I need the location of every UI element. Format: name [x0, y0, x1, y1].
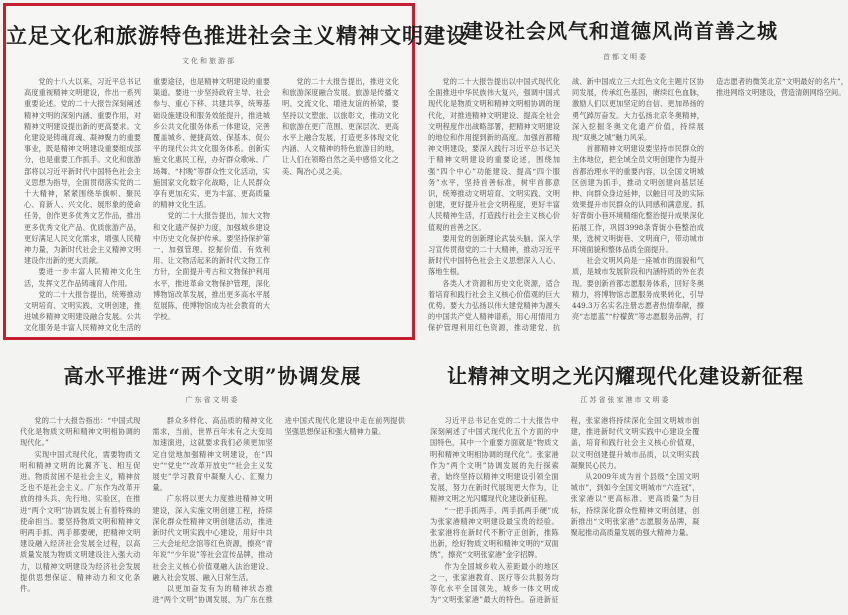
article-body: [20, 415, 405, 615]
article-title: 让精神文明之光闪耀现代化建设新征程: [447, 364, 804, 388]
article-title: 建设社会风气和道德风尚首善之城: [463, 19, 778, 43]
paragraph: 党的二十大报告提出以中国式现代化全面推进中华民族伟大复兴，强调中国式现代化是物质文明和精神文明相协调的现代化，对推进精神文明建设、提高全社会文明程度作出战略部署，把精神文明建设的地位和作用提到新的高度。加强首都精神文明建设，要深入践行习近平总书记关于精神文明建设的重要论述，围绕加强“四个中心”功能建设、提高“四个服务”水平，坚持首善标准，树牢首都意识，统筹推动文明培育、文明实践、文明创建，更好提升社会文明程度，更好丰富人民精神生活，打造践行社会主义核心价值观的首善之区。: [428, 77, 560, 232]
article-body: [24, 76, 399, 334]
paragraph: 群众多样化、高品质的精神文化需求，当前，世界百年未有之大变局加速演进，这就要求我们必须更加坚定自觉地加强精神文明建设，在“四史”“党史”“改革开放史”“社会主义发展史”学习教育中凝聚人心、汇聚力量。: [152, 416, 273, 493]
paragraph: 实现中国式现代化，需要物质文明和精神文明的比翼齐飞、相互促进。物质贫困不是社会主义，精神贫乏也不是社会主义。广东作为改革开放的排头兵、先行地、实验区，在推进“两个文明”协调发展上有着特殊的使命担当。要坚持物质文明和精神文明两手抓、两手都要硬，把精神文明建设融入经济社会发展全过程，以高质量发展为物质文明建设注入强大动力，以精神文明建设为经济社会发展提供思想保证、精神动力和文化条件。: [20, 449, 141, 594]
article-body: [430, 415, 840, 615]
paragraph: 党的二十大报告指出：“中国式现代化是物质文明和精神文明相协调的现代化。”: [20, 416, 141, 448]
paragraph: 社会文明风尚是一座城市的面貌和气质，是城市发展阶段和内涵特质的外在表现。要创新首都志愿服务体系，回好冬奥精力，将博物馆志愿服务成果转化，引导449.3万名实名注册志愿者热情奉献，擦亮“志愿蓝”“柠檬黄”等志愿服务品牌，打造志愿者的微笑北京“文明最好的名片”，推进网络文明建设，营造清朗网络空间。: [572, 77, 848, 322]
paragraph: “一把手抓两手、两手抓两手硬”成为张家港精神文明建设最宝贵的经验。张家港将在新时代不断守正创新，推陈出新，绘好物质文明和精神文明的“双面绣”，擦亮“文明张家港”金字招牌。: [430, 505, 559, 560]
paragraph: 要用党的创新理论武装头脑。深入学习宣传贯彻党的二十大精神，推动习近平新时代中国特色社会主义思想深入人心、落地生根。: [428, 233, 560, 277]
paragraph: 党的二十大报告提出，推进文化和旅游深度融合发展。旅游是传播文明、交流文化、增进友谊的桥梁，要坚持以文塑旅、以旅彰文，推动文化和旅游在更广范围、更深层次、更高水平上融合发展，打造更多体现文化内涵、人文精神的特色旅游目的地，让人们在领略自然之美中感悟文化之美、陶冶心灵之美。: [282, 77, 399, 176]
article-zhangjiagang: [420, 345, 831, 613]
paragraph: 以更加奋发有为的精神状态推进“两个文明”协调发展，为广东在推进中国式现代化建设中走在前列提供坚强思想保证和强大精神力量。: [152, 416, 405, 605]
article-body: [428, 76, 848, 338]
paragraph: 习近平总书记在党的二十大报告中深刻阐述了中国式现代化五个方面的中国特色，其中一个重要方面就是“物质文明和精神文明相协调的现代化”。张家港作为“两个文明”协调发展的先行探索者，始终坚持以精神文明建设引领全面发展，努力在新时代展现更大作为，让精神文明之光闪耀现代化建设新征程。: [430, 416, 559, 504]
article-capital-civilization: [420, 0, 848, 340]
article-byline: 江苏省张家港市文明委: [580, 396, 671, 404]
paragraph: 广东将以更大力度推进精神文明建设，深入实施文明创建工程，持续深化群众性精神文明创建活动，推进新时代文明实践中心建设，用好中共三大会址纪念馆等红色资源，擦亮“青年说”“少年说”等社会宣传品牌，推动社会主义核心价值观融入法治建设、融入社会发展、融入日常生活。: [152, 494, 273, 582]
paragraph: 党的十八大以来，习近平总书记高度重视精神文明建设，作出一系列重要论述。党的二十大报告深刻阐述精神文明的深刻内涵、重要作用，对精神文明建设提出新的更高要求。文化建设是铸魂育魂、凝神聚力的重要事业，既是精神文明建设重要组成部分，也是重要工作抓手。文化和旅游部将以习近平新时代中国特色社会主义思想为指导，全面贯彻落实党的二十大精神，紧紧围绕举旗帜、聚民心、育新人、兴文化、展形象的使命任务，创作更多优秀文艺作品，推出更多优秀文化产品、优质旅游产品，更好满足人民文化需求，增强人民精神力量，为新时代社会主义精神文明建设作出新的更大贡献。: [24, 77, 141, 266]
article-byline: 首都文明委: [603, 53, 648, 61]
paragraph: 党的二十大报告提出，统筹推动文明培育、文明实践、文明创建，推进城乡精神文明建设融合发展。公共文化服务是丰富人民精神文化生活的重要途径，也是精神文明建设的重要渠道。要进一步坚持政府主导、社会参与、重心下移、共建共享，统筹基础设施建设和服务效能提升，推进城乡公共文化服务体系一体建设，完善覆盖城乡、便捷高效、保基本、促公平的现代公共文化服务体系。创新实施文化惠民工程，办好群众歌咏、广场舞、“村晚”等群众性文化活动，实施国家文化数字化战略，让人民群众享有更加充实、更为丰富、更高质量的精神文化生活。: [24, 77, 270, 333]
paragraph: 党的二十大报告提出，加大文物和文化遗产保护力度，加强城乡建设中历史文化保护传承。要坚持保护第一、加强管理、挖掘价值、有效利用、让文物活起来的新时代文物工作方针，全面提升考古和文物保护利用水平，推进革命文物保护管理，深化博物馆改革发展，推出更多高水平展览展陈，使博物馆成为社会教育的大学校。: [153, 211, 270, 322]
paragraph: 首都精神文明建设要坚持市民群众的主体地位，把全域全员文明创建作为提升首都治理水平的重要内容，以全国文明城区创建为抓手，推动文明创建向基层延伸、向群众身边延伸，以触目可及的实际效果提升市民群众的认同感和满意度。抓好背街小巷环境精细化整治提升成果深化拓展工作，巩固3998条背街小巷整治成果，选树文明街巷、文明商户，带动城市环境面貌和整体品质全面提升。: [572, 144, 704, 255]
article-guangdong: [0, 345, 415, 613]
paragraph: 各类人才资源和历史文化资源，适合着培育和践行社会主义核心价值观的巨大优势。要大力弘扬以伟大建党精神为源头的中国共产党人精神谱系，用心用情用力保护管理利用红色资源，推动建党、抗战、新中国成立三大红色文化主题片区协同发展，传承红色基因，赓续红色血脉，激励人们以更加坚定的自信、更加昂扬的勇气踔厉奋发。大力弘扬北京冬奥精神，深入挖掘冬奥文化遗产价值，持续展现“双奥之城”魅力风采。: [428, 77, 704, 333]
article-byline: 文化和旅游部: [182, 57, 236, 65]
article-byline: 广东省文明委: [185, 396, 240, 404]
article-title: 立足文化和旅游特色推进社会主义精神文明建设: [6, 23, 468, 48]
paragraph: 作为全国城乡收入差距最小的地区之一，张家港教育、医疗等公共服务均等化水平全国领先，城乡一体文明成为“文明张家港”最大的特色。奋进新征程，张家港将持续深化全国文明城市创建，推进新时代文明实践中心建设全覆盖，培育和践行社会主义核心价值观，以文明创建提升城市品质，以文明实践凝聚民心民力。: [430, 416, 700, 605]
article-title: 高水平推进“两个文明”协调发展: [63, 364, 362, 388]
article-culture-tourism: [3, 3, 468, 340]
paragraph: 要进一步丰富人民精神文化生活，发挥文艺作品铸魂育人作用。: [24, 267, 141, 288]
paragraph: 从2009年成为首个县级“全国文明城市”，到如今全国文明城市“六连冠”，张家港以“更高标准、更高质量”为目标，持续深化群众性精神文明创建，创新推出“文明张家港”志愿服务品牌，凝聚起推动高质量发展的强大精神力量。: [570, 472, 700, 538]
